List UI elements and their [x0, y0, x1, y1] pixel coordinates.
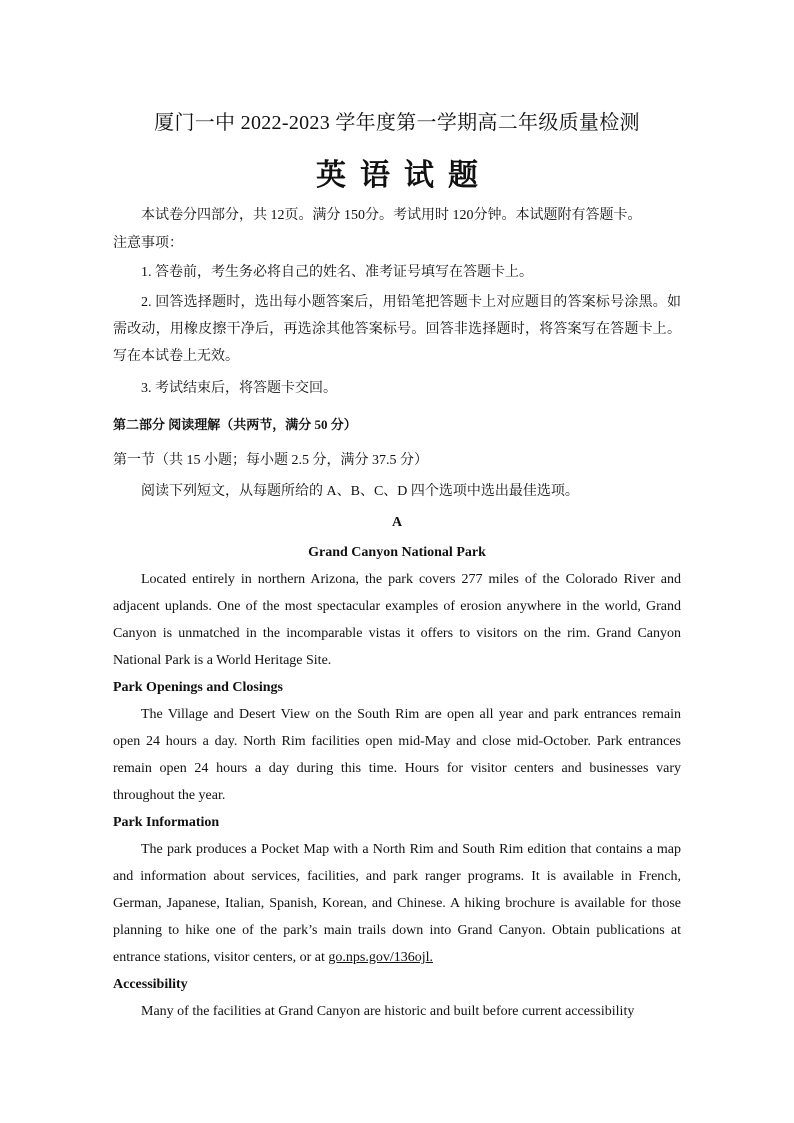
publications-link[interactable]: go.nps.gov/136ojl.: [328, 950, 433, 965]
heading-openings: Park Openings and Closings: [113, 680, 283, 695]
reading-instruction: 阅读下列短文，从每题所给的 A、B、C、D 四个选项中选出最佳选项。: [141, 484, 579, 499]
heading-accessibility: Accessibility: [113, 977, 188, 992]
notice-item-3: 3. 考试结束后，将答题卡交回。: [141, 381, 337, 396]
subsection-title: 第一节（共 15 小题；每小题 2.5 分，满分 37.5 分）: [113, 453, 428, 468]
part-title: 第二部分 阅读理解（共两节，满分 50 分）: [113, 417, 357, 432]
passage-paragraph-4: Many of the facilities at Grand Canyon are historic and built before current accessibility: [141, 1004, 635, 1019]
exam-summary: 本试卷分四部分，共 12页。满分 150分。考试用时 120分钟。本试题附有答题卡。: [141, 208, 642, 223]
passage-paragraph-2: The Village and Desert View on the South Rim are open all year and park entrances remain open 24 hours a day. North Rim facilities open mid-May and close mid-October. Park entrances remain open 24 hours a day during this time. Hours for visitor centers and businesses vary throughout the year.: [113, 707, 681, 803]
heading-information: Park Information: [113, 815, 220, 830]
subject-title: 英语试题: [316, 159, 492, 192]
passage-letter: A: [391, 515, 403, 530]
paragraph-3-text: The park produces a Pocket Map with a North Rim and South Rim edition that contains a map and information about services, facilities, and park ranger programs. It is available in French, German, Japanese, Italian, Spanish, Korean, and Chinese. A hiking brochure is available for those planning to hike one of the park’s main trails down into Grand Canyon. Obtain publications at entrance stations, visitor centers, or at: [113, 842, 681, 965]
passage-paragraph-3: [113, 836, 681, 971]
passage-title: Grand Canyon National Park: [308, 545, 486, 560]
notice-label: 注意事项：: [113, 236, 183, 251]
exam-title: 厦门一中 2022-2023 学年度第一学期高二年级质量检测: [154, 112, 640, 134]
passage-paragraph-1: Located entirely in northern Arizona, the park covers 277 miles of the Colorado River and adjacent uplands. One of the most spectacular examples of erosion anywhere in the world, Grand Canyon is unmatched in the incomparable vistas it offers to visitors on the rim. Grand Canyon National Park is a World Heritage Site.: [113, 572, 681, 668]
notice-item-1: 1. 答卷前，考生务必将自己的姓名、准考证号填写在答题卡上。: [141, 265, 533, 280]
notice-item-2: 2. 回答选择题时，选出每小题答案后，用铅笔把答题卡上对应题目的答案标号涂黑。如需改动，用橡皮擦干净后，再选涂其他答案标号。回答非选择题时，将答案写在答题卡上。写在本试卷上无效。: [113, 295, 681, 364]
